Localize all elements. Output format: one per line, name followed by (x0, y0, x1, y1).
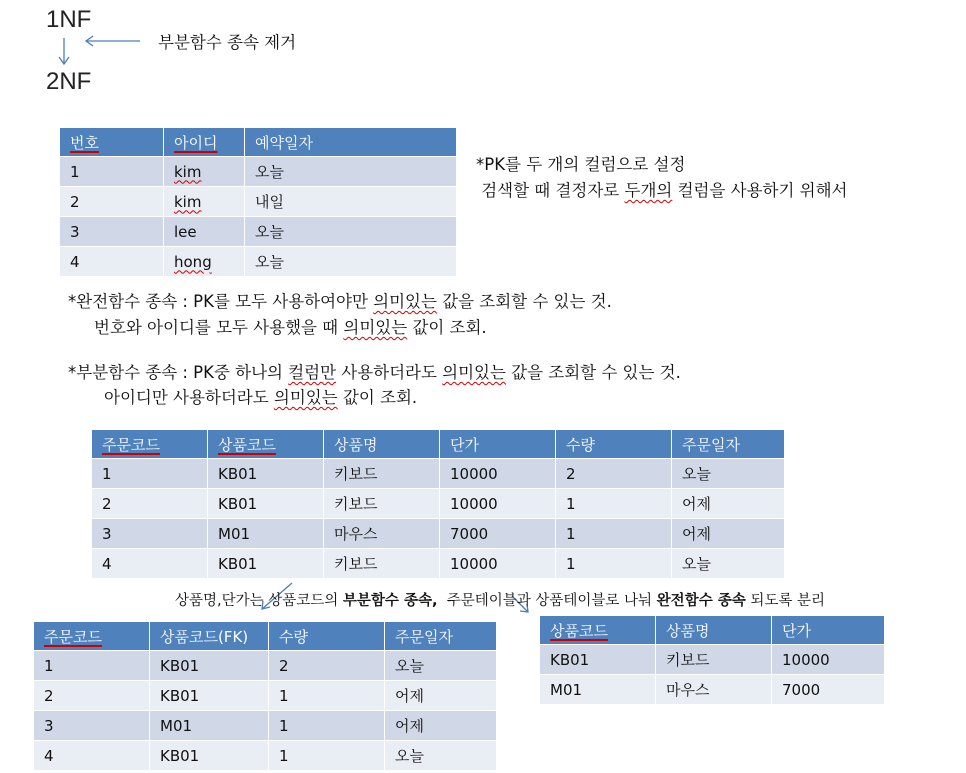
table-cell: 2 (269, 651, 385, 681)
text-segment: 의미있는 (442, 363, 506, 382)
table-cell: M01 (540, 675, 656, 705)
product-table (540, 616, 884, 704)
table-row (540, 675, 884, 705)
table-row (92, 459, 784, 489)
table-cell: 2 (34, 681, 150, 711)
table-cell: 10000 (772, 645, 885, 675)
table-row (60, 157, 456, 187)
table-cell: KB01 (150, 681, 269, 711)
split-note (175, 589, 825, 610)
table-cell: 1 (556, 489, 672, 519)
table-cell: 내일 (245, 187, 457, 217)
table-cell: 1 (34, 651, 150, 681)
table-cell: 오늘 (385, 741, 497, 771)
text-segment: 의미있는 (373, 292, 437, 311)
table-cell: 4 (60, 247, 164, 277)
table-cell: 3 (60, 217, 164, 247)
reservation-table (60, 128, 456, 276)
table-cell: 1 (269, 741, 385, 771)
table-cell (164, 157, 245, 187)
table-cell (164, 247, 245, 277)
table-cell: 오늘 (245, 157, 457, 187)
table-cell: KB01 (150, 651, 269, 681)
order-table-unsplit (92, 430, 784, 578)
column-header: 주문일자 (385, 622, 497, 651)
arrow-note: 부분함수 종속 제거 (158, 33, 297, 52)
table-row (92, 519, 784, 549)
table-cell: 1 (269, 681, 385, 711)
pk-note-line1: *PK를 두 개의 컬럼으로 설정 (476, 155, 686, 174)
text-segment: *완전함수 종속 : PK를 모두 사용하여야만 (68, 292, 374, 311)
column-header: 상품명 (324, 430, 440, 459)
table-row (34, 651, 496, 681)
table-cell: KB01 (208, 549, 324, 579)
column-header (60, 128, 164, 157)
text-segment: 값이 조회. (407, 318, 487, 337)
table-cell: KB01 (208, 489, 324, 519)
header-text: 주문코드 (44, 627, 102, 646)
table-cell: 마우스 (324, 519, 440, 549)
table-cell: KB01 (150, 741, 269, 771)
table-header-row (540, 616, 884, 645)
table-row (60, 247, 456, 277)
header-text: 번호 (70, 133, 99, 152)
table-cell: 4 (34, 741, 150, 771)
table-cell: 1 (556, 549, 672, 579)
table-cell: KB01 (208, 459, 324, 489)
table-cell: 어제 (672, 519, 785, 549)
text-segment: *부분함수 종속 : PK중 하나의 (68, 363, 289, 382)
table-cell: 10000 (440, 459, 556, 489)
text-segment: 되도록 분리 (745, 593, 826, 609)
column-header (92, 430, 208, 459)
text-segment: 상품명,단가는 상품코드의 (175, 593, 343, 609)
text-segment: 값이 조회. (337, 388, 418, 407)
table-cell: 어제 (385, 681, 497, 711)
table-row (540, 645, 884, 675)
table-header-row (34, 622, 496, 651)
column-header: 수량 (556, 430, 672, 459)
table-row (34, 681, 496, 711)
cell-text: kim (174, 192, 202, 211)
table-cell: 2 (556, 459, 672, 489)
text-segment: 완전함수 종속 (656, 593, 746, 609)
full-dependency-line1 (68, 288, 612, 312)
text-segment: 컬럼만 (288, 363, 337, 382)
column-header: 상품코드(FK) (150, 622, 269, 651)
table-cell: 키보드 (324, 549, 440, 579)
table-cell: M01 (208, 519, 324, 549)
table-cell: 오늘 (245, 217, 457, 247)
table-cell: 7000 (772, 675, 885, 705)
table-cell: 어제 (672, 489, 785, 519)
text-segment: 두개의 (624, 181, 673, 200)
table-cell: 오늘 (385, 651, 497, 681)
column-header: 단가 (772, 616, 885, 645)
table-cell: 10000 (440, 549, 556, 579)
column-header: 상품명 (656, 616, 772, 645)
order-table (34, 622, 496, 770)
table-cell: 오늘 (672, 459, 785, 489)
partial-dependency-line2 (104, 384, 417, 408)
text-segment: 주문테이블과 상품테이블로 나눠 (437, 593, 657, 609)
table-cell: 어제 (385, 711, 497, 741)
cell-text: hong (174, 252, 212, 271)
table-cell: 4 (92, 549, 208, 579)
text-segment: 번호와 아이디를 모두 사용했을 때 (94, 318, 344, 337)
header-text: 아이디 (174, 133, 218, 152)
column-header: 주문일자 (672, 430, 785, 459)
column-header: 예약일자 (245, 128, 457, 157)
table-cell: 7000 (440, 519, 556, 549)
column-header (208, 430, 324, 459)
table-cell (164, 187, 245, 217)
partial-dependency-line1 (68, 359, 681, 383)
table-cell: 3 (92, 519, 208, 549)
table-cell: 2 (60, 187, 164, 217)
full-dependency-line2 (94, 314, 487, 338)
table-row (92, 549, 784, 579)
table-row (60, 187, 456, 217)
table-cell: 1 (556, 519, 672, 549)
text-segment: 의미있는 (343, 318, 408, 337)
table-row (92, 489, 784, 519)
text-segment: 검색할 때 결정자로 (476, 181, 625, 200)
table-cell: 키보드 (324, 489, 440, 519)
table-cell: 키보드 (656, 645, 772, 675)
table-cell: 키보드 (324, 459, 440, 489)
table-header-row (60, 128, 456, 157)
column-header (34, 622, 150, 651)
table-cell: KB01 (540, 645, 656, 675)
text-segment: 사용하더라도 (336, 363, 443, 382)
table-cell: 마우스 (656, 675, 772, 705)
column-header (164, 128, 245, 157)
column-header: 단가 (440, 430, 556, 459)
table-cell: 10000 (440, 489, 556, 519)
column-header (540, 616, 656, 645)
text-segment: 컬럼을 사용하기 위해서 (672, 181, 848, 200)
table-cell: 1 (269, 711, 385, 741)
nf1-label: 1NF (46, 6, 92, 33)
table-cell: 2 (92, 489, 208, 519)
table-cell: 오늘 (245, 247, 457, 277)
table-cell: 오늘 (672, 549, 785, 579)
table-row (34, 741, 496, 771)
table-cell: lee (164, 217, 245, 247)
table-header-row (92, 430, 784, 459)
nf2-label: 2NF (46, 68, 92, 95)
column-header: 수량 (269, 622, 385, 651)
text-segment: 의미있는 (273, 388, 338, 407)
header-text: 주문코드 (102, 435, 160, 454)
table-row (34, 711, 496, 741)
table-row (60, 217, 456, 247)
table-cell: 1 (60, 157, 164, 187)
text-segment: 값을 조회할 수 있는 것. (436, 292, 612, 311)
header-text: 상품코드 (550, 621, 608, 640)
pk-note-line2 (476, 177, 847, 201)
header-text: 상품코드 (218, 435, 276, 454)
text-segment: 아이디만 사용하더라도 (104, 388, 274, 407)
text-segment: 부분함수 종속, (342, 593, 438, 609)
text-segment: 값을 조회할 수 있는 것. (505, 363, 681, 382)
table-cell: 3 (34, 711, 150, 741)
cell-text: kim (174, 162, 202, 181)
table-cell: 1 (92, 459, 208, 489)
table-cell: M01 (150, 711, 269, 741)
